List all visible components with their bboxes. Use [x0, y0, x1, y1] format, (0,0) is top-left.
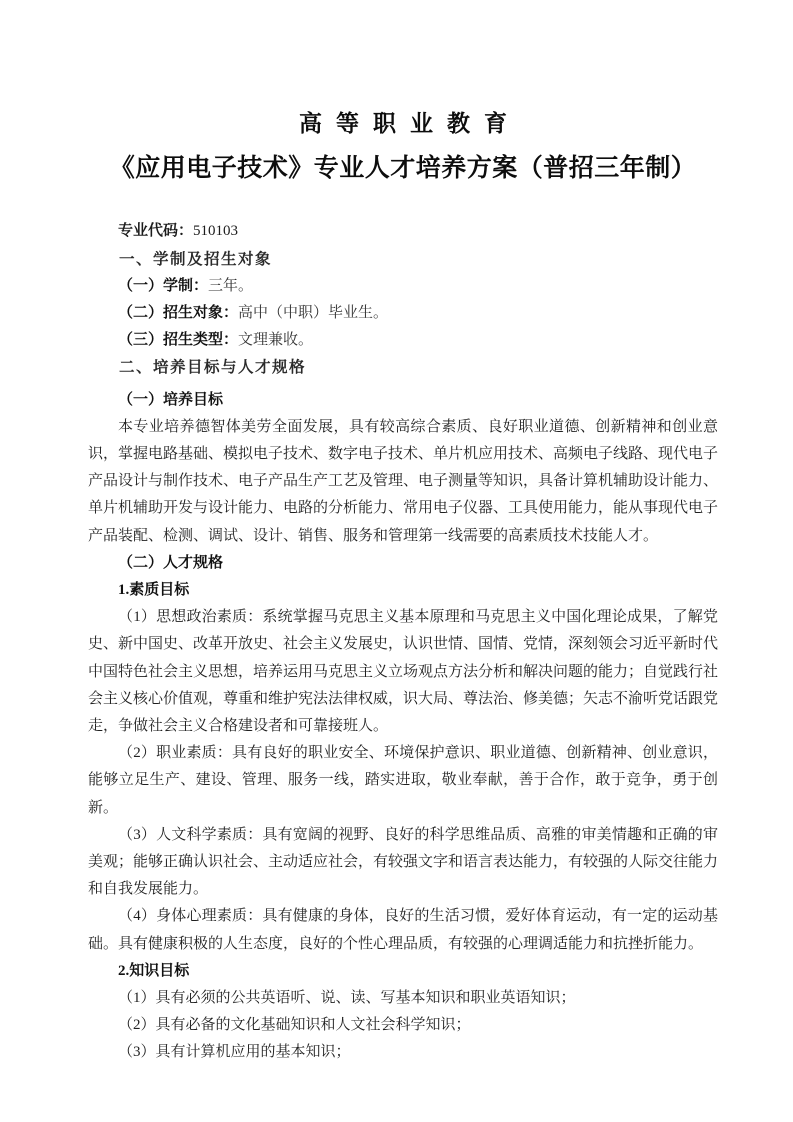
schooling-length-label: （一）学制：: [118, 277, 209, 294]
quality-paragraph-physical: （4）身体心理素质：具有健康的身体，良好的生活习惯，爱好体育运动，有一定的运动基础。具有健康积极的人生态度，良好的个性心理品质，有较强的心理调适能力和抗挫折能力。: [88, 908, 718, 952]
knowledge-item-computer: （3）具有计算机应用的基本知识；: [118, 1044, 351, 1061]
training-goal-heading: （一）培养目标: [118, 391, 224, 408]
enrollment-target-line: [88, 300, 718, 327]
enrollment-target-label: （二）招生对象：: [118, 305, 239, 321]
major-code-line: [88, 218, 718, 245]
section-1-heading: 一、学制及招生对象: [119, 250, 273, 268]
major-code-label: 专业代码：: [118, 223, 194, 240]
section-2-heading: 二、培养目标与人才规格: [119, 359, 307, 377]
training-goal-paragraph: 本专业培养德智体美劳全面发展，具有较高综合素质、良好职业道德、创新精神和创业意识，掌握电路基础、模拟电子技术、数字电子技术、单片机应用技术、高频电子线路、现代电子产品设计与制作技术、电子产品生产工艺及管理、电子测量等知识，具备计算机辅助设计能力、单片机辅助开发与设计能力、电路的分析能力、常用电子仪器、工具使用能力，能从事现代电子产品装配、检测、调试、设计、销售、服务和管理第一线需要的高素质技术技能人才。: [88, 418, 719, 544]
knowledge-item-culture: （2）具有必备的文化基础知识和人文社会科学知识；: [118, 1017, 471, 1034]
document-kicker: 高等职业教育: [299, 111, 521, 136]
document-title: 《应用电子技术》专业人才培养方案（普招三年制）: [109, 155, 697, 183]
knowledge-goal-heading: 2.知识目标: [118, 962, 190, 979]
quality-paragraph-ideology: （1）思想政治素质：系统掌握马克思主义基本原理和马克思主义中国化理论成果，了解党史、新中国史、改革开放史、社会主义发展史，认识世情、国情、党情，深刻领会习近平新时代中国特色社会主义思想，培养运用马克思主义立场观点方法分析和解决问题的能力；自觉践行社会主义核心价值观，尊重和维护宪法法律权威，识大局、尊法治、修美德；矢志不渝听党话跟党走，争做社会主义合格建设者和可靠接班人。: [88, 609, 719, 735]
enrollment-type-label: （三）招生类型：: [118, 332, 239, 349]
enrollment-type-line: [88, 327, 718, 354]
talent-spec-heading: （二）人才规格: [118, 554, 224, 571]
schooling-length-line: [88, 273, 718, 300]
knowledge-item-english: （1）具有必须的公共英语听、说、读、写基本知识和职业英语知识；: [118, 990, 576, 1007]
enrollment-type-value: 文理兼收。: [238, 332, 314, 349]
quality-paragraph-humanities: （3）人文科学素质：具有宽阔的视野、良好的科学思维品质、高雅的审美情趣和正确的审美观；能够正确认识社会、主动适应社会，有较强文字和语言表达能力，有较强的人际交往能力和自我发展能力。: [88, 826, 719, 898]
quality-paragraph-vocational: （2）职业素质：具有良好的职业安全、环境保护意识、职业道德、创新精神、创业意识，能够立足生产、建设、管理、服务一线，踏实进取，敬业奉献，善于合作，敢于竞争，勇于创新。: [88, 745, 718, 816]
enrollment-target-value: 高中（中职）毕业生。: [238, 305, 389, 321]
schooling-length-value: 三年。: [208, 277, 254, 294]
quality-goal-heading: 1.素质目标: [118, 582, 190, 599]
major-code-value: 510103: [193, 223, 239, 240]
